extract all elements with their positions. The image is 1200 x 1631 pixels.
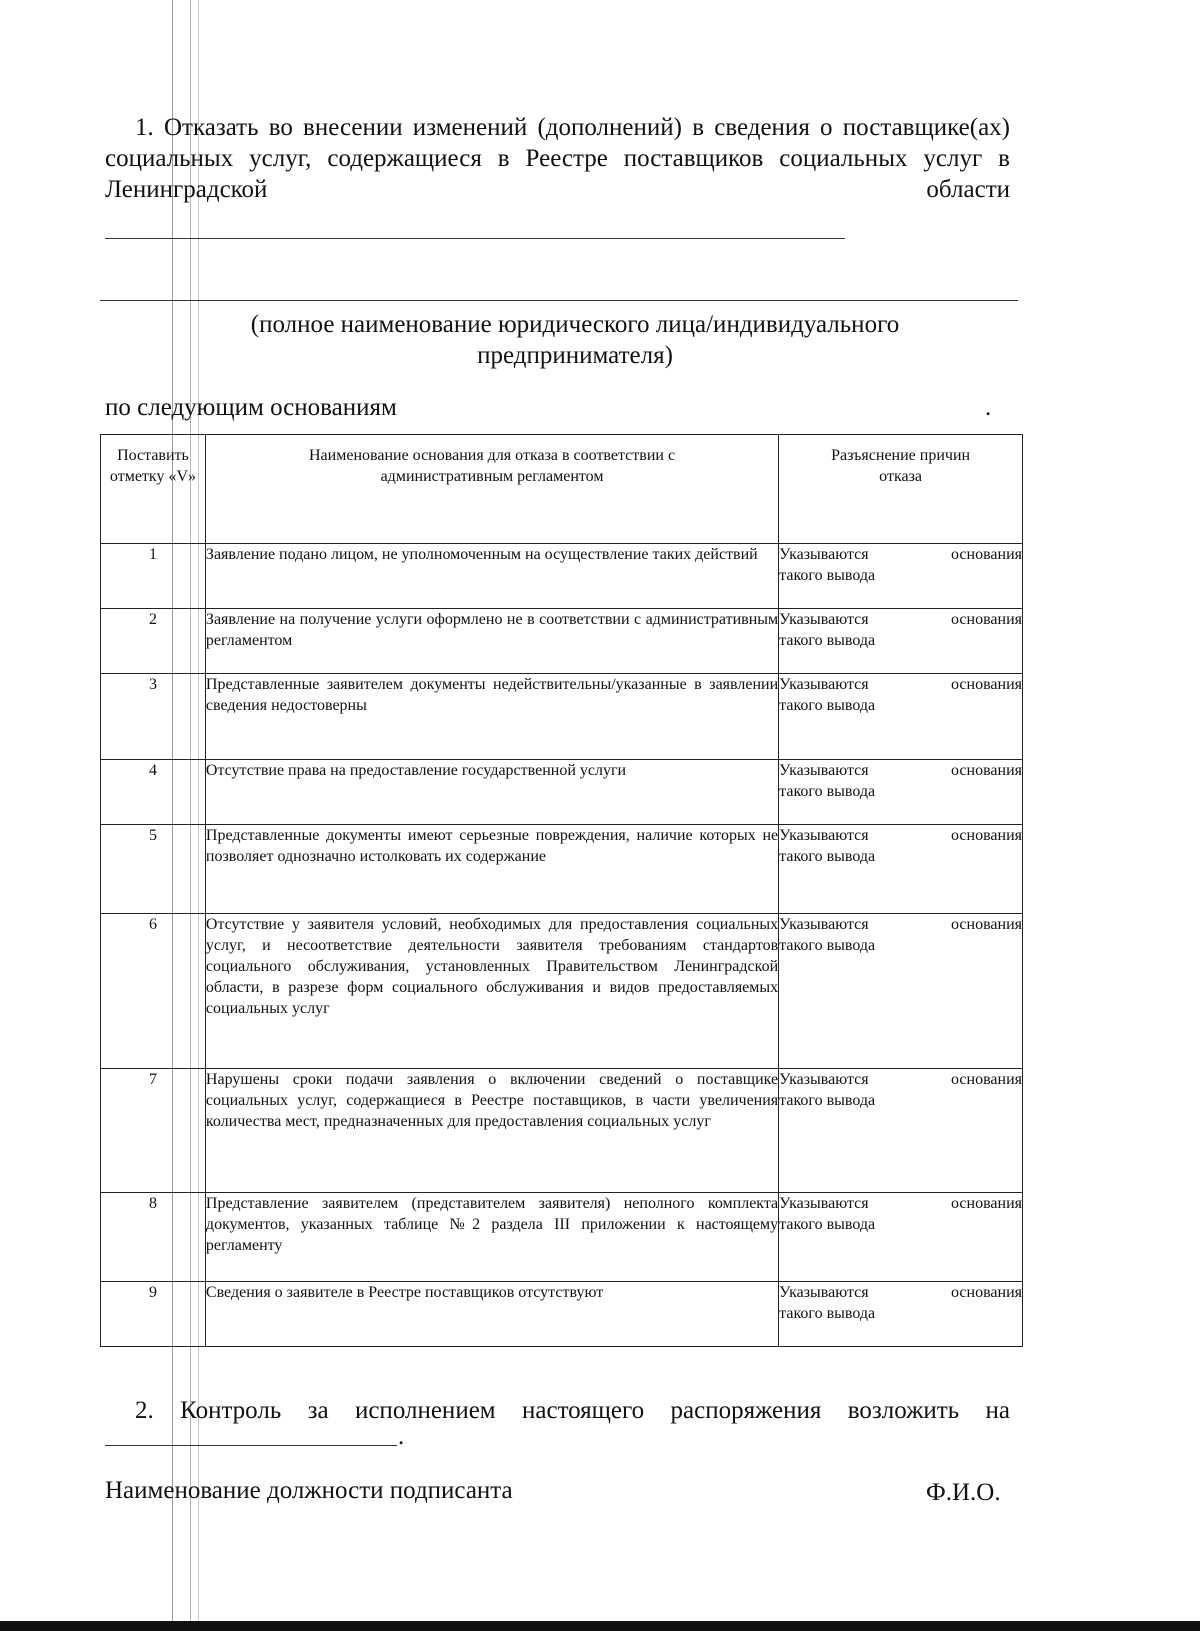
row-number[interactable]: 6 [101,914,206,1069]
row-number[interactable]: 2 [101,609,206,674]
explanation-cell [779,609,1023,674]
explanation-line: такого вывода [779,848,876,865]
explanation-word: Указываются [779,1071,869,1088]
explanation-line: такого вывода [779,1216,876,1233]
reason-text: Отсутствие у заявителя условий, необходимых для предоставления социальных услуг, и несоответствие деятельности заявителя требованиям стандартов социального обслуживания, установленных Правительством Ленинградской области, в разрезе форм социального обслуживания и видов предоставляемых социальных услуг [205,916,779,1017]
reason-text: Нарушены сроки подачи заявления о включении сведений о поставщике социальных услуг, содержащиеся в Реестре поставщиков, в части увеличения количества мест, предназначенных для предоставления социальных услуг [205,1071,779,1130]
fill-in-line [105,238,845,239]
explanation-word: Указываются [779,1195,869,1212]
paragraph-end-dot: . [398,1423,405,1450]
reason-text: Сведения о заявителе в Реестре поставщиков отсутствуют [205,1284,604,1301]
reason-cell [205,544,778,609]
row-number[interactable]: 5 [101,825,206,914]
explanation-cell [779,1193,1023,1282]
explanation-cell [779,674,1023,760]
table-row [101,674,1023,760]
reason-text: Заявление на получение услуги оформлено не в соответствии с административным регламентом [205,611,779,649]
explanation-cell [779,1069,1023,1193]
row-number[interactable]: 9 [101,1282,206,1347]
table-row [101,914,1023,1069]
paragraph-refusal: 1. Отказать во внесении изменений (дополнений) в сведения о поставщике(ах) социальных услуг, содержащиеся в Реестре поставщиков социальных услуг в Ленинградской области [105,114,1010,203]
column-header-mark: Поставить отметку «V» [101,435,206,544]
signer-position: Наименование должности подписанта [105,1477,513,1504]
signer-fio: Ф.И.О. [926,1479,1001,1506]
fill-in-line [105,1445,397,1446]
table-row [101,1069,1023,1193]
explanation-word: основания [951,827,1022,844]
basis-label: по следующим основаниям [105,394,397,421]
explanation-line: такого вывода [779,937,876,954]
row-number[interactable]: 4 [101,760,206,825]
explanation-word: Указываются [779,676,869,693]
explanation-line: такого вывода [779,697,876,714]
explanation-cell [779,914,1023,1069]
explanation-word: Указываются [779,546,869,563]
table-row [101,609,1023,674]
explanation-cell [779,825,1023,914]
explanation-cell [779,760,1023,825]
explanation-word: основания [951,546,1022,563]
scan-bottom-edge [0,1621,1200,1631]
basis-end-dot: . [985,394,992,421]
explanation-word: Указываются [779,762,869,779]
reason-cell [205,609,778,674]
reason-cell [205,914,778,1069]
explanation-word: основания [951,611,1022,628]
table-row [101,760,1023,825]
reason-text: Отсутствие права на предоставление государственной услуги [205,762,627,779]
explanation-word: Указываются [779,1284,869,1301]
row-number[interactable]: 3 [101,674,206,760]
paragraph-control: 2. Контроль за исполнением настоящего распоряжения возложить на [135,1397,1010,1424]
column-header-explanation: Разъяснение причин отказа [779,435,1023,544]
explanation-cell [779,1282,1023,1347]
reason-cell [205,1069,778,1193]
row-number[interactable]: 7 [101,1069,206,1193]
table-row [101,1282,1023,1347]
fill-in-line [100,300,1018,301]
reason-text: Заявление подано лицом, не уполномоченным на осуществление таких действий [205,546,758,563]
explanation-line: такого вывода [779,632,876,649]
explanation-word: основания [951,762,1022,779]
table-header-row [101,435,1023,544]
row-number[interactable]: 8 [101,1193,206,1282]
explanation-line: такого вывода [779,783,876,800]
row-number[interactable]: 1 [101,544,206,609]
explanation-word: основания [951,1071,1022,1088]
refusal-reasons-table [100,434,1023,1347]
explanation-word: основания [951,1284,1022,1301]
column-header-reason: Наименование основания для отказа в соответствии с административным регламентом [205,435,778,544]
explanation-word: основания [951,676,1022,693]
explanation-line: такого вывода [779,567,876,584]
table-row [101,1193,1023,1282]
explanation-word: основания [951,1195,1022,1212]
explanation-line: такого вывода [779,1305,876,1322]
explanation-word: Указываются [779,916,869,933]
table-row [101,544,1023,609]
explanation-word: Указываются [779,827,869,844]
explanation-line: такого вывода [779,1092,876,1109]
reason-cell [205,825,778,914]
reason-cell [205,1193,778,1282]
table-row [101,825,1023,914]
reason-cell [205,674,778,760]
org-name-caption: (полное наименование юридического лица/индивидуального предприниматeля) [250,311,900,369]
explanation-word: Указываются [779,611,869,628]
reason-text: Представление заявителем (представителем заявителя) неполного комплекта документов, указанных таблице №2 раздела III приложении к настоящему регламенту [205,1195,779,1254]
reason-cell [205,1282,778,1347]
reason-text: Представленные заявителем документы недействительны/указанные в заявлении сведения недостоверны [205,676,779,714]
explanation-word: основания [951,916,1022,933]
reason-text: Представленные документы имеют серьезные повреждения, наличие которых не позволяет однозначно истолковать их содержание [205,827,779,865]
explanation-cell [779,544,1023,609]
reason-cell [205,760,778,825]
